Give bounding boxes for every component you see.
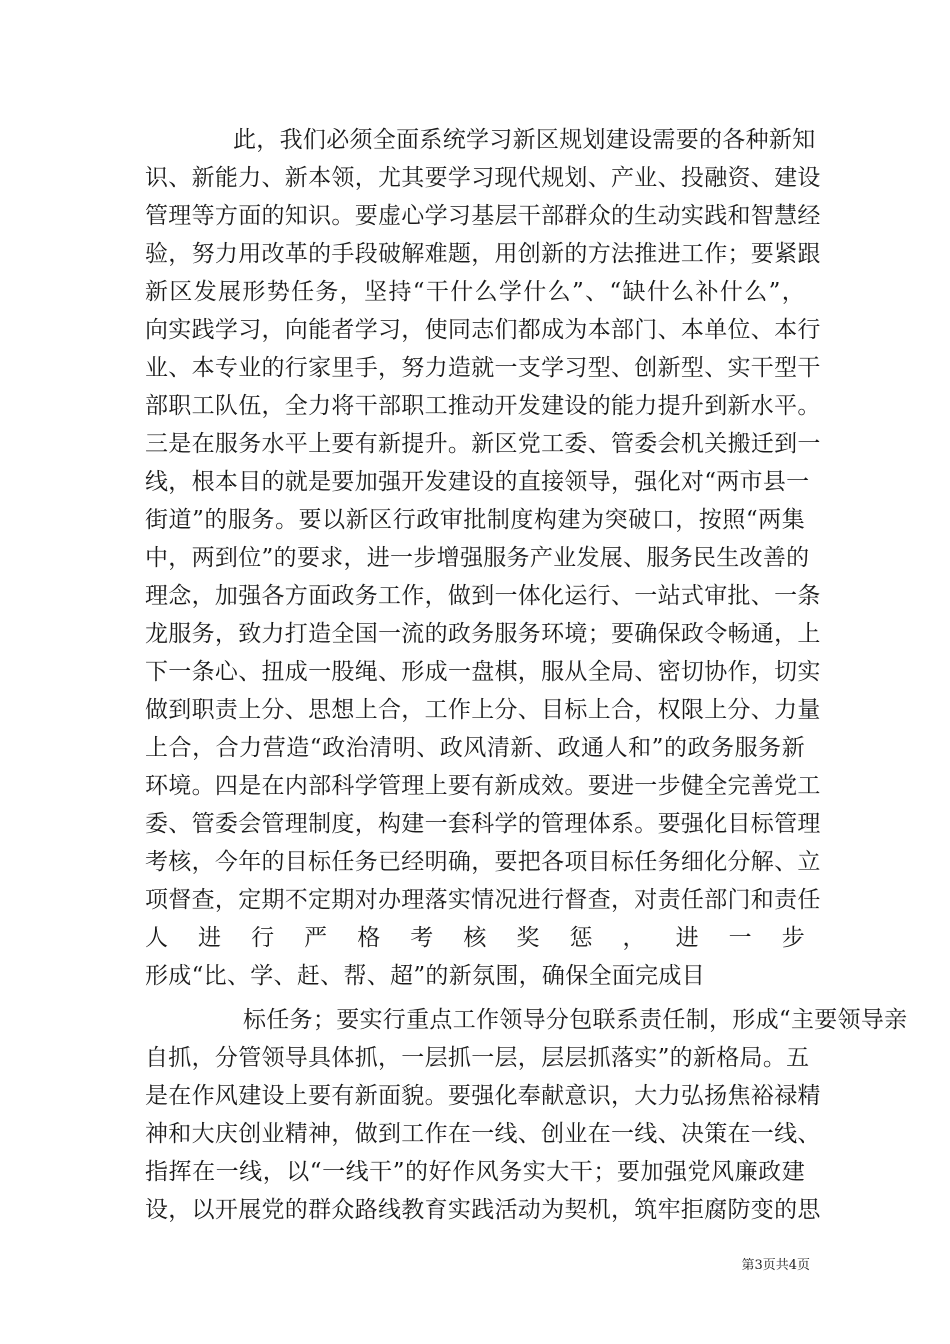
text-line: 人进行严格考核奖惩，进一步 [145, 925, 805, 951]
text-line: 线，根本目的就是要加强开发建设的直接领导，强化对“两市县一 [145, 469, 810, 495]
page-number: 第3页共4页 [741, 1258, 810, 1273]
text-line: 向实践学习，向能者学习，使同志们都成为本部门、本单位、本行 [145, 317, 821, 343]
text-line: 新区发展形势任务，坚持“干什么学什么”、“缺什么补什么”， [145, 279, 805, 305]
text-line: 龙服务，致力打造全国一流的政务服务环境；要确保政令畅通，上 [145, 621, 821, 647]
text-line: 中，两到位”的要求，进一步增强服务产业发展、服务民生改善的 [145, 545, 810, 571]
text-line: 项督查，定期不定期对办理落实情况进行督查，对责任部门和责任 [145, 887, 821, 913]
text-line: 三是在服务水平上要有新提升。新区党工委、管委会机关搬迁到一 [145, 431, 821, 457]
text-line: 环境。四是在内部科学管理上要有新成效。要进一步健全完善党工 [145, 773, 821, 799]
text-line: 上合，合力营造“政治清明、政风清新、政通人和”的政务服务新 [145, 735, 805, 761]
text-line: 下一条心、扭成一股绳、形成一盘棋，服从全局、密切协作，切实 [145, 659, 821, 685]
text-line: 指挥在一线，以“一线干”的好作风务实大干；要加强党风廉政建 [145, 1159, 805, 1185]
text-line: 部职工队伍，全力将干部职工推动开发建设的能力提升到新水平。 [145, 393, 821, 419]
text-line: 是在作风建设上要有新面貌。要强化奉献意识，大力弘扬焦裕禄精 [145, 1083, 821, 1109]
text-line: 理念，加强各方面政务工作，做到一体化运行、一站式审批、一条 [145, 583, 821, 609]
text-line: 标任务；要实行重点工作领导分包联系责任制，形成“主要领导亲 [243, 1007, 908, 1033]
text-line: 委、管委会管理制度，构建一套科学的管理体系。要强化目标管理 [145, 811, 821, 837]
text-line: 此，我们必须全面系统学习新区规划建设需要的各种新知 [233, 127, 816, 153]
text-line: 自抓，分管领导具体抓，一层抓一层，层层抓落实”的新格局。五 [145, 1045, 810, 1071]
text-line: 考核，今年的目标任务已经明确，要把各项目标任务细化分解、立 [145, 849, 821, 875]
text-line: 识、新能力、新本领，尤其要学习现代规划、产业、投融资、建设 [145, 165, 821, 191]
text-line: 形成“比、学、赶、帮、超”的新氛围，确保全面完成目 [145, 963, 706, 989]
text-line: 街道”的服务。要以新区行政审批制度构建为突破口，按照“两集 [145, 507, 805, 533]
text-line: 管理等方面的知识。要虚心学习基层干部群众的生动实践和智慧经 [145, 203, 821, 229]
text-line: 神和大庆创业精神，做到工作在一线、创业在一线、决策在一线、 [145, 1121, 821, 1147]
text-line: 业、本专业的行家里手，努力造就一支学习型、创新型、实干型干 [145, 355, 821, 381]
text-line: 设，以开展党的群众路线教育实践活动为契机，筑牢拒腐防变的思 [145, 1197, 821, 1223]
text-line: 做到职责上分、思想上合，工作上分、目标上合，权限上分、力量 [145, 697, 821, 723]
text-line: 验，努力用改革的手段破解难题，用创新的方法推进工作；要紧跟 [145, 241, 821, 267]
